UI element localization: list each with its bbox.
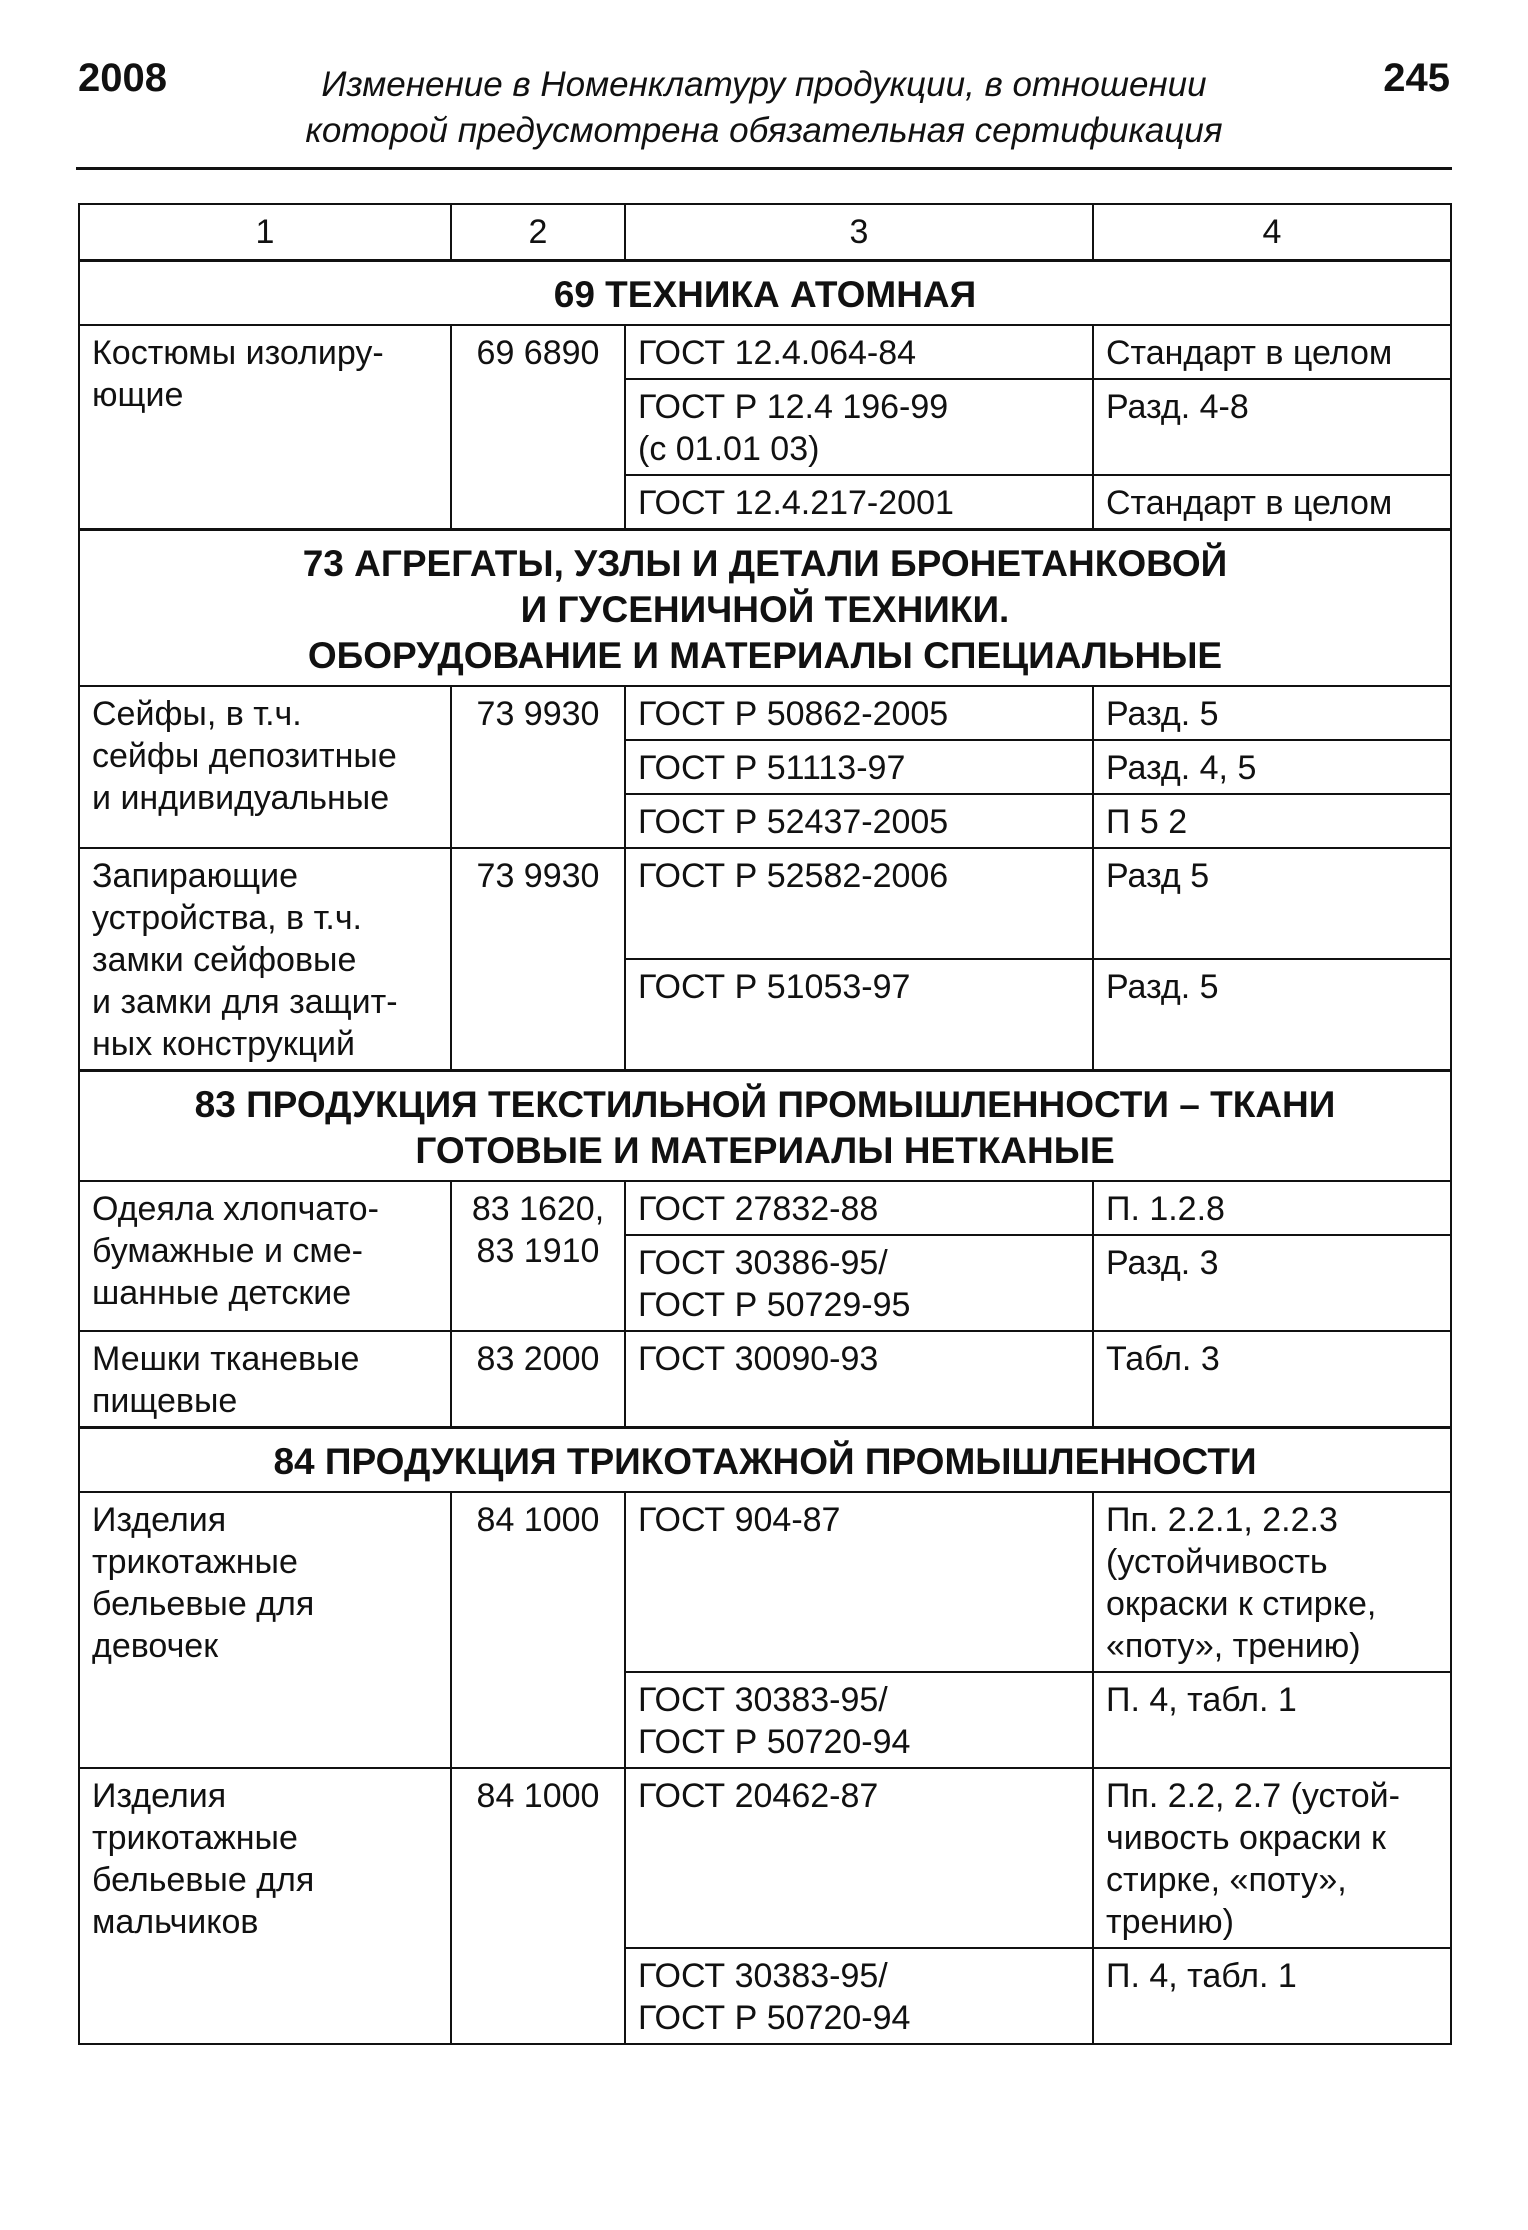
provision-cell: П. 4, табл. 1 (1093, 1672, 1451, 1768)
standard-line: ГОСТ 30386-95/ (638, 1244, 888, 1282)
code-cell: 69 6890 (451, 325, 625, 530)
provision-cell: Разд. 4-8 (1093, 379, 1451, 475)
provision-cell: Разд 5 (1093, 848, 1451, 959)
provision-cell: П. 1.2.8 (1093, 1181, 1451, 1235)
product-line: и замки для защит- (92, 983, 398, 1021)
provision-cell: Стандарт в целом (1093, 325, 1451, 379)
header-rule (76, 167, 1452, 170)
provision-line: чивость окраски к (1106, 1819, 1386, 1857)
product-line: трикотажные (92, 1543, 298, 1581)
product-line: Сейфы, в т.ч. (92, 695, 302, 733)
product-line: ных конструкций (92, 1025, 356, 1063)
product-cell (79, 686, 451, 848)
standard-cell (625, 1235, 1093, 1331)
code-cell: 73 9930 (451, 686, 625, 848)
product-line: Запирающие (92, 857, 299, 895)
standard-cell: ГОСТ Р 51113-97 (625, 740, 1093, 794)
standard-line: ГОСТ 30383-95/ (638, 1681, 888, 1719)
provision-cell: Стандарт в целом (1093, 475, 1451, 530)
code-line: 83 1620, (471, 1190, 605, 1228)
standard-cell: ГОСТ 27832-88 (625, 1181, 1093, 1235)
section-row (79, 1071, 1451, 1182)
product-line: Изделия (92, 1501, 227, 1539)
provision-line: окраски к стирке, (1106, 1585, 1377, 1623)
product-cell (79, 848, 451, 1071)
standard-cell: ГОСТ Р 52582-2006 (625, 848, 1093, 959)
standard-cell (625, 1948, 1093, 2044)
page-title-line: Изменение в Номенклатуру продукции, в отношении (321, 65, 1207, 104)
section-title-line: И ГУСЕНИЧНОЙ ТЕХНИКИ. (520, 589, 1010, 630)
table-row (79, 1492, 1451, 1672)
table-row (79, 325, 1451, 379)
provision-line: Пп. 2.2.1, 2.2.3 (1106, 1501, 1338, 1539)
standard-line: ГОСТ Р 50729-95 (638, 1286, 911, 1324)
provision-cell (1093, 1492, 1451, 1672)
table-row (79, 1331, 1451, 1428)
standard-line: ГОСТ Р 12.4 196-99 (638, 388, 949, 426)
product-cell (79, 1181, 451, 1331)
product-line: шанные детские (92, 1274, 352, 1312)
product-line: ющие (92, 376, 184, 414)
product-line: бельевые для (92, 1585, 315, 1623)
product-line: пищевые (92, 1382, 238, 1420)
section-title-line: ГОТОВЫЕ И МАТЕРИАЛЫ НЕТКАНЫЕ (415, 1130, 1115, 1171)
product-line: замки сейфовые (92, 941, 357, 979)
product-line: Изделия (92, 1777, 227, 1815)
provision-cell: П. 4, табл. 1 (1093, 1948, 1451, 2044)
product-line: мальчиков (92, 1903, 259, 1941)
provision-cell: Разд. 5 (1093, 959, 1451, 1071)
column-number-row (79, 204, 1451, 261)
section-title-line: 73 АГРЕГАТЫ, УЗЛЫ И ДЕТАЛИ БРОНЕТАНКОВОЙ (302, 543, 1228, 584)
product-line: трикотажные (92, 1819, 298, 1857)
product-line: Одеяла хлопчато- (92, 1190, 379, 1228)
provision-cell: П 5 2 (1093, 794, 1451, 848)
product-line: Костюмы изолиру- (92, 334, 384, 372)
standard-line: ГОСТ 30383-95/ (638, 1957, 888, 1995)
page-number: 245 (1383, 56, 1450, 100)
standard-line: ГОСТ Р 50720-94 (638, 1999, 911, 2037)
standard-line: (с 01.01 03) (638, 430, 820, 468)
column-number: 2 (451, 204, 625, 261)
product-line: бумажные и сме- (92, 1232, 363, 1270)
code-cell: 83 2000 (451, 1331, 625, 1428)
product-cell (79, 1768, 451, 2044)
product-line: бельевые для (92, 1861, 315, 1899)
provision-cell: Разд. 5 (1093, 686, 1451, 740)
provision-line: Пп. 2.2, 2.7 (устой- (1106, 1777, 1400, 1815)
section-title (79, 530, 1451, 687)
provision-line: трению) (1106, 1903, 1234, 1941)
product-line: и индивидуальные (92, 779, 390, 817)
section-title (79, 1071, 1451, 1182)
column-number: 3 (625, 204, 1093, 261)
provision-line: «поту», трению) (1106, 1627, 1361, 1665)
column-number: 1 (79, 204, 451, 261)
code-cell: 84 1000 (451, 1492, 625, 1768)
section-title-line: ОБОРУДОВАНИЕ И МАТЕРИАЛЫ СПЕЦИАЛЬНЫЕ (307, 635, 1223, 676)
product-cell (79, 1331, 451, 1428)
standard-cell: ГОСТ 30090-93 (625, 1331, 1093, 1428)
section-title: 69 ТЕХНИКА АТОМНАЯ (79, 261, 1451, 326)
product-cell (79, 1492, 451, 1768)
page-title-line: которой предусмотрена обязательная сертификация (305, 111, 1223, 150)
provision-cell (1093, 1768, 1451, 1948)
table-row (79, 1181, 1451, 1235)
page-year: 2008 (78, 56, 167, 100)
code-line: 83 1910 (476, 1232, 600, 1270)
standard-cell: ГОСТ 12.4.217-2001 (625, 475, 1093, 530)
section-title-line: 83 ПРОДУКЦИЯ ТЕКСТИЛЬНОЙ ПРОМЫШЛЕННОСТИ – ТКАНИ (194, 1084, 1336, 1125)
code-cell: 84 1000 (451, 1768, 625, 2044)
table-row (79, 848, 1451, 959)
table-row (79, 686, 1451, 740)
product-line: сейфы депозитные (92, 737, 397, 775)
standard-cell (625, 1672, 1093, 1768)
code-cell: 73 9930 (451, 848, 625, 1071)
section-row (79, 530, 1451, 687)
section-title: 84 ПРОДУКЦИЯ ТРИКОТАЖНОЙ ПРОМЫШЛЕННОСТИ (79, 1428, 1451, 1493)
product-cell (79, 325, 451, 530)
provision-cell: Разд. 3 (1093, 1235, 1451, 1331)
standard-cell: ГОСТ 12.4.064-84 (625, 325, 1093, 379)
standard-cell: ГОСТ 20462-87 (625, 1768, 1093, 1948)
page-title (200, 62, 1328, 154)
product-line: Мешки тканевые (92, 1340, 360, 1378)
standard-cell: ГОСТ Р 50862-2005 (625, 686, 1093, 740)
provision-line: стирке, «поту», (1106, 1861, 1347, 1899)
column-number: 4 (1093, 204, 1451, 261)
standard-cell: ГОСТ Р 52437-2005 (625, 794, 1093, 848)
product-line: девочек (92, 1627, 219, 1665)
section-row (79, 261, 1451, 326)
standard-cell: ГОСТ Р 51053-97 (625, 959, 1093, 1071)
provision-cell: Разд. 4, 5 (1093, 740, 1451, 794)
table-row (79, 1768, 1451, 1948)
code-cell (451, 1181, 625, 1331)
standard-cell: ГОСТ 904-87 (625, 1492, 1093, 1672)
certification-table (78, 203, 1452, 2045)
provision-cell: Табл. 3 (1093, 1331, 1451, 1428)
standard-cell (625, 379, 1093, 475)
standard-line: ГОСТ Р 50720-94 (638, 1723, 911, 1761)
provision-line: (устойчивость (1106, 1543, 1328, 1581)
section-row (79, 1428, 1451, 1493)
product-line: устройства, в т.ч. (92, 899, 362, 937)
